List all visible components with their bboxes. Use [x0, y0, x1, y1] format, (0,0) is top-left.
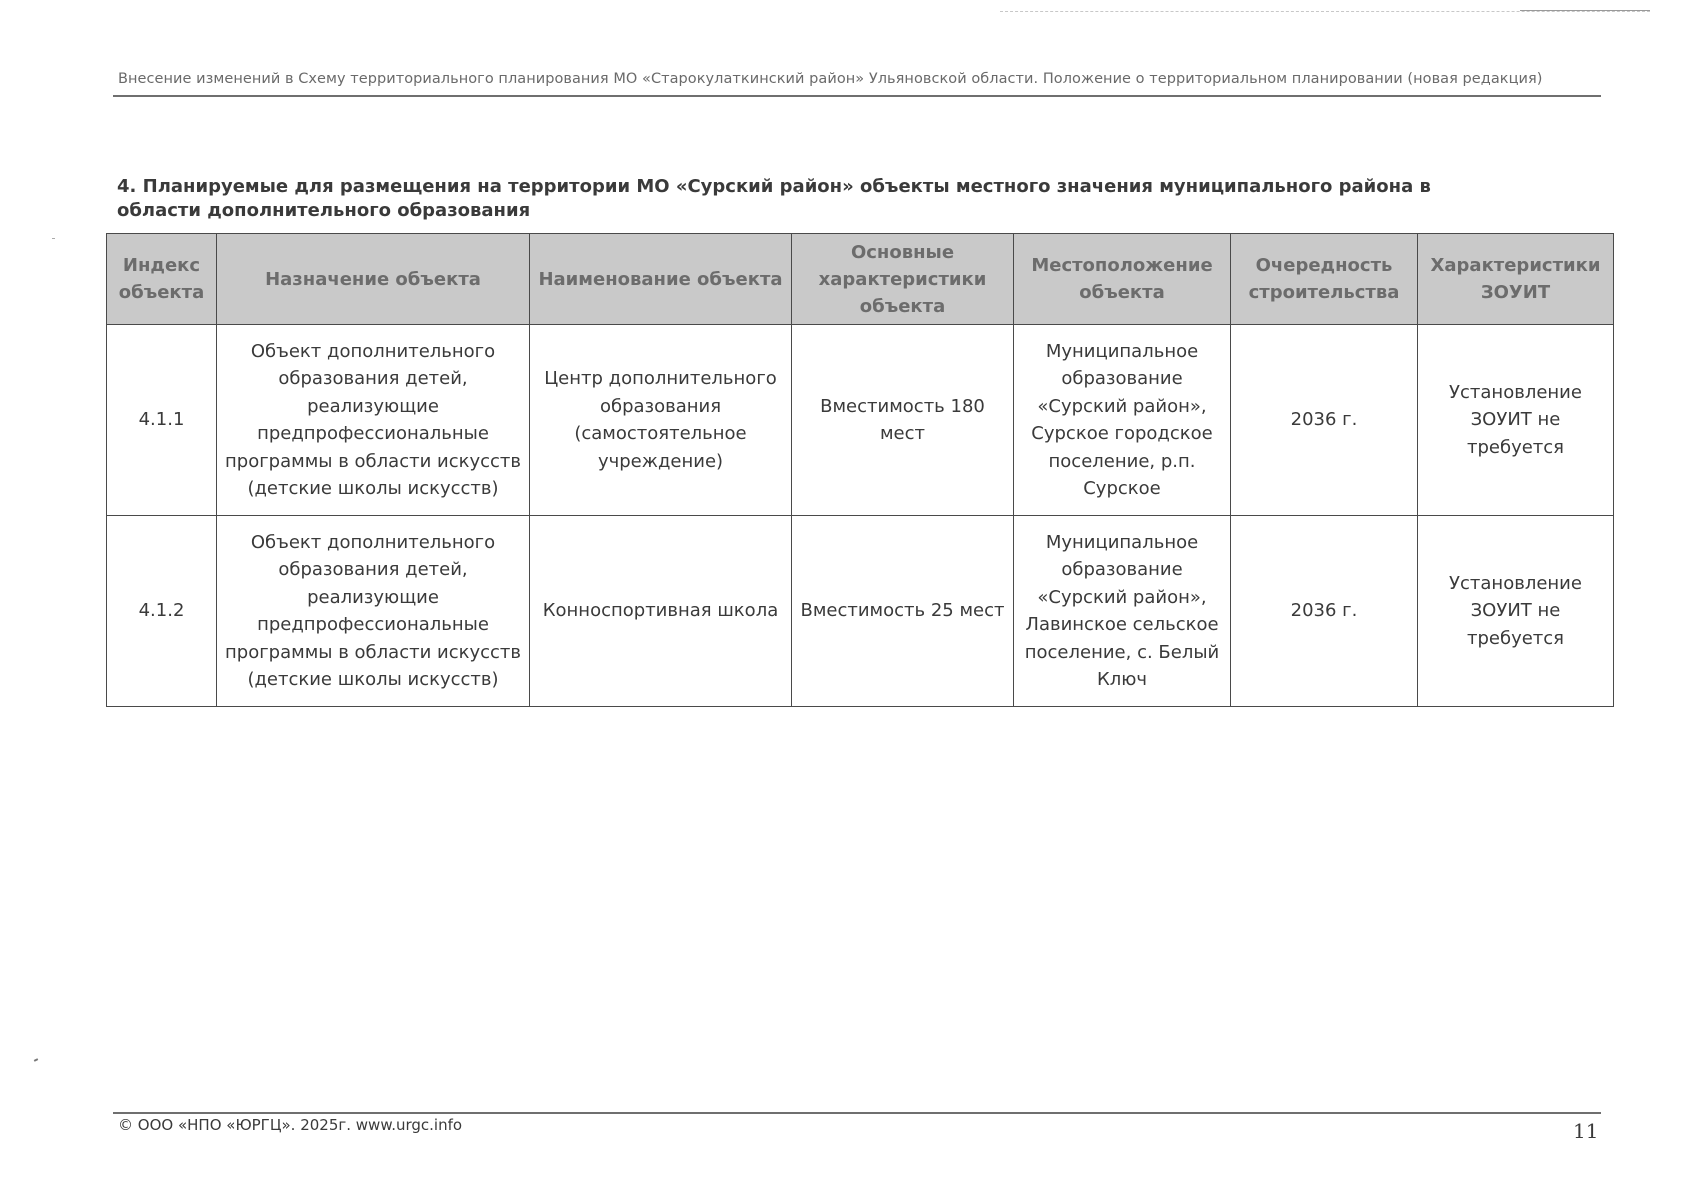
- scan-artifact-dot: [52, 238, 55, 239]
- footer-divider: [113, 1112, 1601, 1114]
- cell-zouit: Установление ЗОУИТ не требуется: [1418, 516, 1614, 707]
- cell-purpose: Объект дополнительного образования детей, реализующие предпрофессиональные программы в области искусств (детские школы искусств): [217, 325, 530, 516]
- column-header-characteristics: Основные характеристики объекта: [792, 234, 1014, 325]
- section-title: 4. Планируемые для размещения на территории МО «Сурский район» объекты местного значения муниципального района в области дополнительного образования: [117, 176, 1431, 221]
- cell-name: Центр дополнительного образования (самостоятельное учреждение): [530, 325, 792, 516]
- table-header-row: [107, 234, 1614, 325]
- page-number: 11: [1573, 1119, 1599, 1143]
- scan-artifact-top-right: [1520, 10, 1650, 11]
- cell-characteristics: Вместимость 25 мест: [792, 516, 1014, 707]
- cell-schedule: 2036 г.: [1231, 325, 1418, 516]
- cell-zouit: Установление ЗОУИТ не требуется: [1418, 325, 1614, 516]
- cell-schedule: 2036 г.: [1231, 516, 1418, 707]
- document-header: Внесение изменений в Схему территориального планирования МО «Старокулаткинский район» Ульяновской области. Положение о территориальном планировании (новая редакция): [118, 71, 1543, 87]
- cell-name: Конноспортивная школа: [530, 516, 792, 707]
- cell-purpose: Объект дополнительного образования детей, реализующие предпрофессиональные программы в области искусств (детские школы искусств): [217, 516, 530, 707]
- column-header-name: Наименование объекта: [530, 234, 792, 325]
- cell-location: Муниципальное образование «Сурский район», Сурское городское поселение, р.п. Сурское: [1014, 325, 1231, 516]
- cell-location: Муниципальное образование «Сурский район», Лавинское сельское поселение, с. Белый Ключ: [1014, 516, 1231, 707]
- column-header-zouit: Характеристики ЗОУИТ: [1418, 234, 1614, 325]
- scan-artifact-mark: [34, 1058, 38, 1062]
- cell-characteristics: Вместимость 180 мест: [792, 325, 1014, 516]
- table-row: [107, 516, 1614, 707]
- table-row: [107, 325, 1614, 516]
- footer-copyright: © ООО «НПО «ЮРГЦ». 2025г. www.urgc.info: [118, 1116, 463, 1134]
- scan-artifact-top: [1000, 11, 1650, 14]
- column-header-schedule: Очередность строительства: [1231, 234, 1418, 325]
- cell-index: 4.1.1: [107, 325, 217, 516]
- header-divider: [113, 95, 1601, 97]
- column-header-purpose: Назначение объекта: [217, 234, 530, 325]
- column-header-location: Местоположение объекта: [1014, 234, 1231, 325]
- cell-index: 4.1.2: [107, 516, 217, 707]
- objects-table: [106, 233, 1614, 707]
- column-header-index: Индекс объекта: [107, 234, 217, 325]
